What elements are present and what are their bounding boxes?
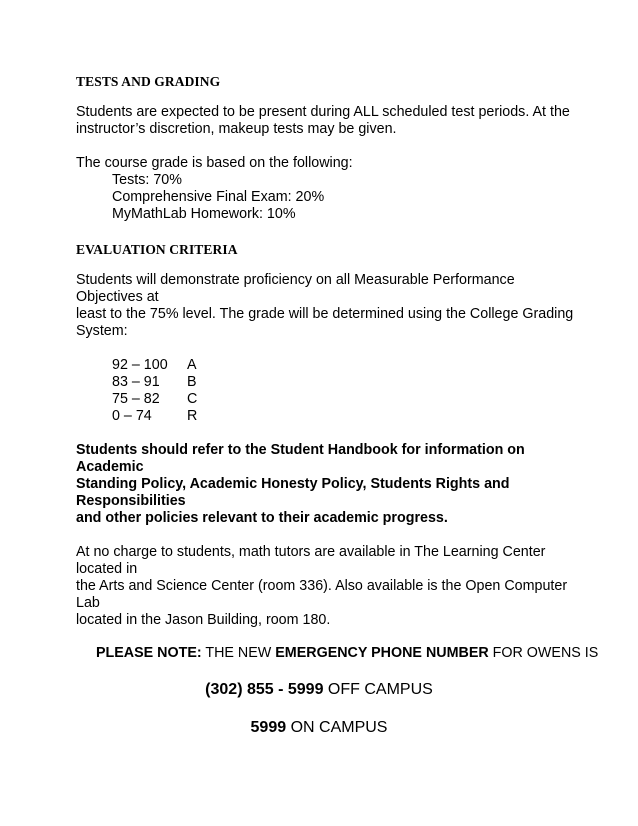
tutoring-paragraph [76,544,576,629]
notice-text: FOR OWENS IS [488,645,599,661]
handbook-paragraph [76,442,576,527]
document-page [76,74,599,738]
grading-scale-row [112,374,576,391]
text-line: instructor’s discretion, makeup tests may be given. [76,121,397,137]
grade-letter: B [187,374,197,390]
grade-basis-paragraph [76,155,576,223]
grading-scale [76,357,576,425]
text-line: Students are expected to be present during ALL scheduled test periods. At the [76,104,570,120]
text-line: At no charge to students, math tutors are available in The Learning Center located in [76,544,546,577]
grade-component: MyMathLab Homework: 10% [112,206,296,222]
grade-component: Tests: 70% [112,172,182,188]
tests-grading-heading: TESTS AND GRADING [76,74,221,89]
grading-scale-row [112,391,576,408]
grade-range: 83 – 91 [112,374,160,390]
notice-emphasis: EMERGENCY PHONE NUMBER [275,645,489,661]
text-line: Students will demonstrate proficiency on all Measurable Performance Objectives at [76,272,515,305]
off-campus-phone [76,680,562,700]
on-campus-phone [76,718,562,738]
grade-component: Comprehensive Final Exam: 20% [112,189,325,205]
evaluation-criteria-heading: EVALUATION CRITERIA [76,242,238,257]
text-line: Students should refer to the Student Handbook for information on Academic [76,442,525,475]
phone-label: ON CAMPUS [286,719,388,736]
grading-scale-row [112,357,576,374]
grade-letter: C [187,391,198,407]
text-line: least to the 75% level. The grade will be determined using the College Grading System: [76,306,574,339]
text-line: Standing Policy, Academic Honesty Policy, Students Rights and Responsibilities [76,476,510,509]
text-line: the Arts and Science Center (room 336). Also available is the Open Computer Lab [76,578,568,611]
emergency-notice [96,645,599,662]
notice-text: THE NEW [201,645,276,661]
phone-number: (302) 855 - 5999 [205,681,324,698]
phone-number: 5999 [250,719,287,736]
evaluation-paragraph [76,272,576,340]
grade-range: 0 – 74 [112,408,152,424]
grade-range: 75 – 82 [112,391,160,407]
attendance-paragraph [76,104,576,138]
grade-letter: A [187,357,197,373]
grading-scale-row [112,408,576,425]
text-line: and other policies relevant to their academic progress. [76,510,448,526]
grade-range: 92 – 100 [112,357,168,373]
grade-basis-intro: The course grade is based on the following: [76,155,353,171]
grade-letter: R [187,408,198,424]
phone-label: OFF CAMPUS [323,681,433,698]
text-line: located in the Jason Building, room 180. [76,612,331,628]
notice-label: PLEASE NOTE: [96,645,202,661]
